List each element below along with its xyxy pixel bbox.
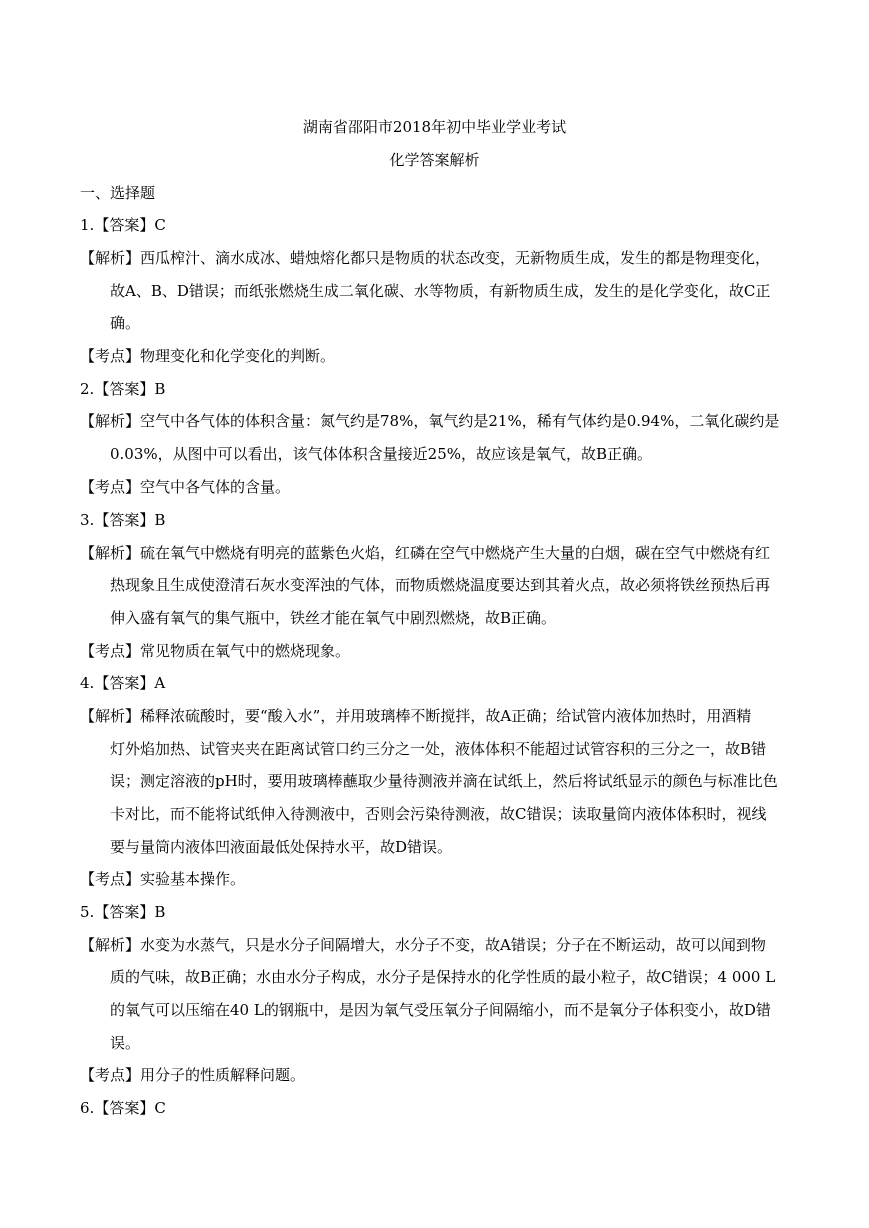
analysis-text: 误；测定溶液的pH时，要用玻璃棒蘸取少量待测液并滴在试纸上，然后将试纸显示的颜色与标准比色 [110, 772, 778, 790]
question-1-analysis [80, 248, 770, 268]
analysis-label: 【解析】 [80, 707, 141, 725]
analysis-text: 故A、B、D错误；而纸张燃烧生成二氧化碳、水等物质，有新物质生成，发生的是化学变化，故C正 [110, 282, 771, 300]
analysis-text: 水变为水蒸气，只是水分子间隔增大，水分子不变，故A错误；分子在不断运动，故可以闻到物 [140, 936, 766, 954]
analysis-text: 硫在氧气中燃烧有明亮的蓝紫色火焰，红磷在空气中燃烧产生大量的白烟，碳在空气中燃烧有红 [140, 544, 771, 562]
analysis-label: 【解析】 [80, 249, 141, 267]
point-text: 用分子的性质解释问题。 [140, 1066, 306, 1084]
analysis-text: 要与量筒内液体凹液面最低处保持水平，故D错误。 [110, 838, 453, 856]
question-3-analysis [80, 543, 770, 563]
answer-label: 【答案】 [94, 380, 155, 398]
question-2-point [80, 477, 290, 497]
answer-label: 【答案】 [94, 903, 155, 921]
point-text: 实验基本操作。 [140, 870, 246, 888]
analysis-text: 伸入盛有氧气的集气瓶中，铁丝才能在氧气中剧烈燃烧，故B正确。 [110, 609, 557, 627]
answer-label: 【答案】 [94, 1099, 155, 1117]
section-heading: 一、选择题 [80, 184, 156, 202]
analysis-text: 确。 [110, 314, 141, 332]
answer-value: C [154, 216, 166, 234]
analysis-text: 误。 [110, 1034, 141, 1052]
answer-value: A [154, 674, 166, 692]
question-2-answer [80, 379, 165, 399]
answer-label: 【答案】 [94, 216, 155, 234]
question-number: 4. [80, 674, 95, 692]
question-3-answer [80, 510, 165, 530]
point-text: 常见物质在氧气中的燃烧现象。 [140, 642, 351, 660]
answer-value: C [154, 1099, 166, 1117]
answer-label: 【答案】 [94, 511, 155, 529]
analysis-label: 【解析】 [80, 544, 141, 562]
question-1-point [80, 346, 335, 366]
point-label: 【考点】 [80, 478, 141, 496]
question-5-analysis [80, 935, 766, 955]
answer-label: 【答案】 [94, 674, 155, 692]
question-4-analysis [80, 706, 751, 726]
analysis-text: 灯外焰加热、试管夹夹在距离试管口约三分之一处，液体体积不能超过试管容积的三分之一，故B错 [110, 740, 767, 758]
question-5-point [80, 1065, 305, 1085]
point-label: 【考点】 [80, 870, 141, 888]
answer-value: B [154, 511, 166, 529]
analysis-label: 【解析】 [80, 936, 141, 954]
question-number: 3. [80, 511, 95, 529]
document-title: 湖南省邵阳市2018年初中毕业学业考试 [302, 118, 567, 136]
analysis-text: 卡对比，而不能将试纸伸入待测液中，否则会污染待测液，故C错误；读取量筒内液体体积时，视线 [110, 805, 767, 823]
question-1-answer [80, 215, 166, 235]
point-label: 【考点】 [80, 1066, 141, 1084]
question-4-point [80, 869, 245, 889]
analysis-text: 质的气味，故B正确；水由水分子构成，水分子是保持水的化学性质的最小粒子，故C错误；4 000 L [110, 968, 776, 986]
answer-value: B [154, 380, 166, 398]
analysis-text: 热现象且生成使澄清石灰水变浑浊的气体，而物质燃烧温度要达到其着火点，故必须将铁丝预热后再 [110, 576, 771, 594]
question-6-answer [80, 1098, 166, 1118]
question-5-answer [80, 902, 165, 922]
question-number: 1. [80, 216, 95, 234]
point-label: 【考点】 [80, 642, 141, 660]
question-number: 2. [80, 380, 95, 398]
analysis-text: 的氧气可以压缩在40 L的钢瓶中，是因为氧气受压氧分子间隔缩小，而不是氧分子体积变小，故D错 [110, 1001, 771, 1019]
analysis-text: 西瓜榨汁、滴水成冰、蜡烛熔化都只是物质的状态改变，无新物质生成，发生的都是物理变化， [140, 249, 771, 267]
point-label: 【考点】 [80, 347, 141, 365]
analysis-label: 【解析】 [80, 412, 141, 430]
document-subtitle: 化学答案解析 [389, 151, 480, 169]
question-4-answer [80, 673, 165, 693]
analysis-text: 0.03%，从图中可以看出，该气体体积含量接近25%，故应该是氧气，故B正确。 [110, 445, 653, 463]
analysis-text: 空气中各气体的体积含量：氮气约是78%，氧气约是21%，稀有气体约是0.94%，二氧化碳约是 [140, 412, 780, 430]
question-number: 6. [80, 1099, 95, 1117]
question-2-analysis [80, 411, 779, 431]
answer-value: B [154, 903, 166, 921]
point-text: 空气中各气体的含量。 [140, 478, 291, 496]
question-3-point [80, 641, 350, 661]
question-number: 5. [80, 903, 95, 921]
analysis-text: 稀释浓硫酸时，要“酸入水”，并用玻璃棒不断搅拌，故A正确；给试管内液体加热时，用酒精 [140, 707, 752, 725]
point-text: 物理变化和化学变化的判断。 [140, 347, 336, 365]
